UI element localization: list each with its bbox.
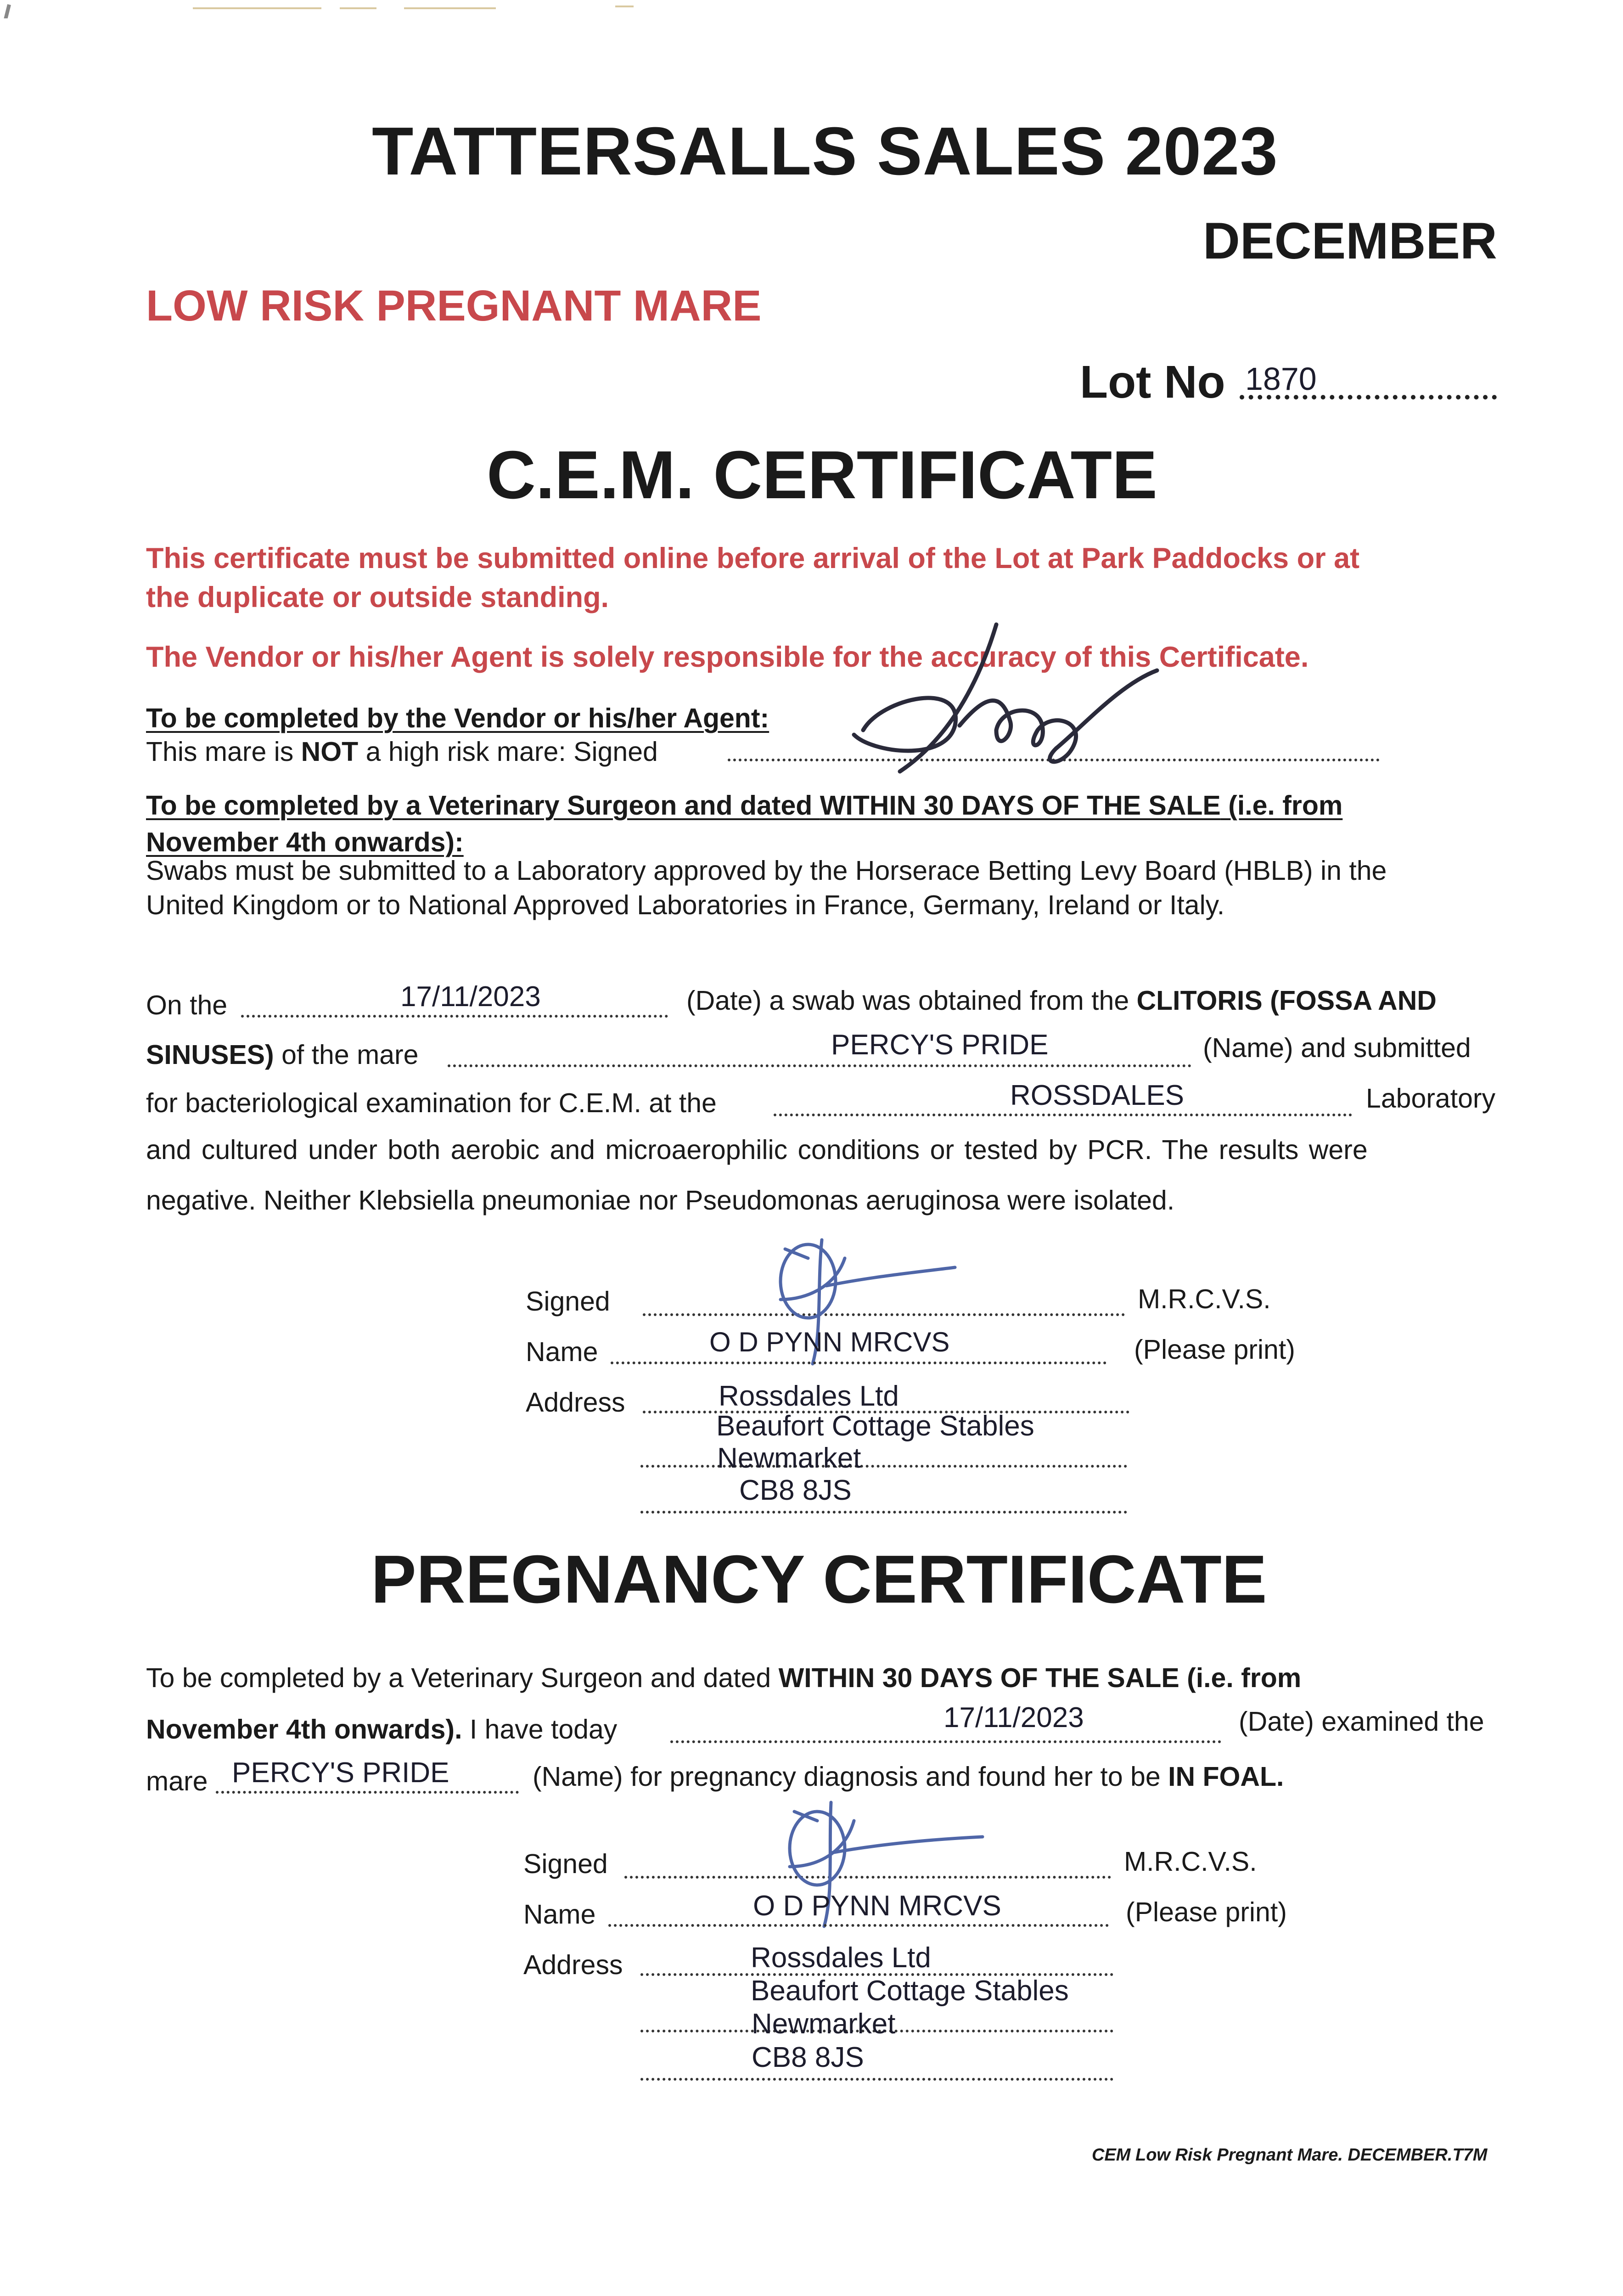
preg-name-label: Name xyxy=(523,1899,596,1930)
bacteriological-text: for bacteriological examination for C.E.M. at the xyxy=(146,1088,717,1118)
cem-mare-name: PERCY'S PRIDE xyxy=(831,1029,1049,1061)
cem-please-print: (Please print) xyxy=(1134,1334,1295,1365)
preg-address-line-3: Newmarket xyxy=(752,2008,896,2040)
swab-date-dots xyxy=(241,1015,668,1018)
vendor-heading: To be completed by the Vendor or his/her Agent: xyxy=(146,703,769,733)
vet-heading-bold: WITHIN 30 DAYS OF THE SALE xyxy=(820,790,1221,821)
sinuses-line xyxy=(146,1039,419,1070)
cem-address-label: Address xyxy=(526,1387,625,1418)
pregnancy-line2-bold: November 4th onwards). xyxy=(146,1714,462,1745)
vet-heading-a: To be completed by a Veterinary Surgeon and dated xyxy=(146,790,820,821)
vendor-text-not: NOT xyxy=(301,737,359,767)
cem-mrcvs: M.R.C.V.S. xyxy=(1138,1284,1271,1314)
vendor-signature xyxy=(845,615,1166,790)
preg-address-line-4: CB8 8JS xyxy=(752,2042,864,2073)
name-submitted-text: (Name) and submitted xyxy=(1203,1033,1471,1063)
cem-vet-name: O D PYNN MRCVS xyxy=(709,1327,950,1357)
scan-edge-marks xyxy=(0,0,1623,18)
lab-name-dots xyxy=(774,1114,1352,1116)
vendor-text-2: a high risk mare: Signed xyxy=(358,737,658,767)
cem-notice-line1: This certificate must be submitted online before arrival of the Lot at Park Paddocks or at xyxy=(146,542,1360,574)
pregnancy-title: PREGNANCY CERTIFICATE xyxy=(371,1542,1267,1617)
preg-address-label: Address xyxy=(523,1950,623,1980)
exam-date-dots xyxy=(670,1740,1221,1743)
on-the-label: On the xyxy=(146,990,228,1020)
sinuses-text: SINUSES) xyxy=(146,1040,274,1070)
cultured-text: and cultured under both aerobic and microaerophilic conditions or tested by PCR. The results were xyxy=(146,1135,1368,1165)
lot-label: Lot No xyxy=(1080,356,1225,408)
of-the-mare-text: of the mare xyxy=(274,1040,419,1070)
sale-month: DECEMBER xyxy=(1203,212,1497,270)
preg-address-dots-3 xyxy=(640,2078,1113,2081)
swab-requirement-line2: United Kingdom or to National Approved Laboratories in France, Germany, Ireland or Italy. xyxy=(146,890,1225,920)
preg-address-line-2: Beaufort Cottage Stables xyxy=(751,1975,1069,2007)
cem-name-label: Name xyxy=(526,1337,598,1367)
lot-number: 1870 xyxy=(1245,361,1317,397)
pregnancy-line2 xyxy=(146,1714,617,1745)
preg-mrcvs: M.R.C.V.S. xyxy=(1124,1846,1257,1877)
negative-text: negative. Neither Klebsiella pneumoniae nor Pseudomonas aeruginosa were isolated. xyxy=(146,1185,1175,1216)
vet-heading-line1 xyxy=(146,790,1342,821)
exam-date: 17/11/2023 xyxy=(943,1702,1084,1733)
pregnancy-line1-text: To be completed by a Veterinary Surgeon and dated xyxy=(146,1663,779,1693)
examined-the-text: (Date) examined the xyxy=(1239,1706,1484,1737)
pregnancy-diagnosis-line xyxy=(533,1761,1284,1792)
cem-title: C.E.M. CERTIFICATE xyxy=(487,437,1157,513)
cem-address-line-4: CB8 8JS xyxy=(739,1474,852,1506)
vendor-text-1: This mare is xyxy=(146,737,301,767)
preg-name-dots xyxy=(608,1924,1109,1927)
sales-title: TATTERSALLS SALES 2023 xyxy=(372,113,1278,189)
vet-heading-b: (i.e. from xyxy=(1220,790,1343,821)
pregnancy-mare-dots xyxy=(216,1791,519,1794)
vendor-declaration xyxy=(146,736,658,767)
cem-name-dots xyxy=(611,1362,1106,1364)
vet-heading-line2: November 4th onwards): xyxy=(146,827,464,857)
preg-address-line-1: Rossdales Ltd xyxy=(751,1942,931,1974)
preg-signed-label: Signed xyxy=(523,1849,608,1879)
swab-date-suffix-text: (Date) a swab was obtained from the xyxy=(686,985,1137,1016)
preg-vet-name: O D PYNN MRCVS xyxy=(753,1890,1001,1922)
pregnancy-line2-text: I have today xyxy=(462,1714,618,1745)
laboratory-text: Laboratory xyxy=(1366,1083,1496,1114)
certificate-category: LOW RISK PREGNANT MARE xyxy=(146,281,762,330)
swab-date: 17/11/2023 xyxy=(400,981,541,1013)
cem-responsibility-notice: The Vendor or his/her Agent is solely responsible for the accuracy of this Certificate. xyxy=(146,641,1309,673)
cem-address-dots-2 xyxy=(640,1465,1127,1468)
in-foal-result: IN FOAL. xyxy=(1168,1761,1284,1792)
mare-label: mare xyxy=(146,1766,208,1796)
pregnancy-diagnosis-text: (Name) for pregnancy diagnosis and found her to be xyxy=(533,1761,1168,1792)
lab-name: ROSSDALES xyxy=(1010,1080,1185,1111)
swab-site: CLITORIS (FOSSA AND xyxy=(1136,985,1437,1016)
swab-requirement-line1: Swabs must be submitted to a Laboratory approved by the Horserace Betting Levy Board (HBLB) in the xyxy=(146,855,1387,886)
pregnancy-line1-bold: WITHIN 30 DAYS OF THE SALE (i.e. from xyxy=(778,1663,1302,1693)
cem-mare-name-dots xyxy=(448,1064,1191,1067)
pregnancy-line1 xyxy=(146,1662,1301,1694)
cem-signed-label: Signed xyxy=(526,1286,610,1317)
cem-address-dots-3 xyxy=(640,1511,1127,1514)
cem-address-line-2: Beaufort Cottage Stables xyxy=(716,1410,1034,1442)
swab-date-suffix xyxy=(686,985,1437,1016)
cem-address-line-1: Rossdales Ltd xyxy=(719,1380,899,1412)
preg-please-print: (Please print) xyxy=(1126,1897,1287,1927)
cem-address-line-3: Newmarket xyxy=(717,1442,861,1474)
cem-notice-line2: the duplicate or outside standing. xyxy=(146,581,609,613)
pregnancy-mare-name: PERCY'S PRIDE xyxy=(232,1757,449,1789)
form-code: CEM Low Risk Pregnant Mare. DECEMBER.T7M xyxy=(1092,2145,1488,2165)
